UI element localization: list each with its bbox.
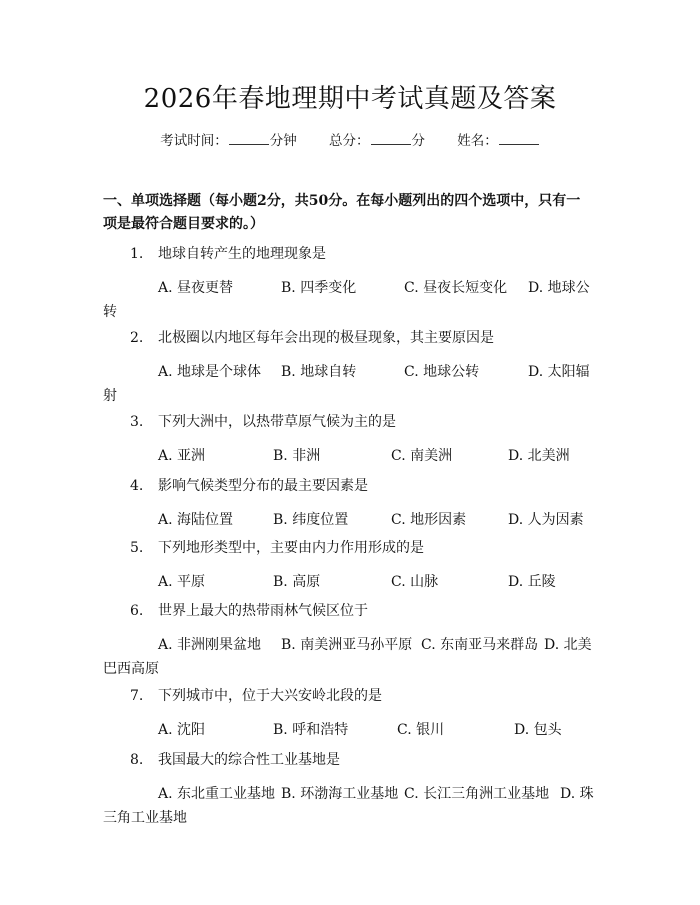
question-text: 北极圈以内地区每年会出现的极昼现象，其主要原因是	[158, 330, 494, 346]
score-field	[329, 131, 425, 151]
option-c[interactable]: C. 南美洲	[391, 448, 453, 464]
option-a[interactable]: A. 平原	[158, 574, 206, 590]
option-d[interactable]: D. 北美	[544, 637, 592, 653]
question-text: 影响气候类型分布的最主要因素是	[158, 478, 368, 494]
question-stem	[130, 538, 424, 558]
option-d[interactable]: D. 太阳辐	[528, 364, 590, 380]
option-wrap-text: 巴西高原	[103, 661, 159, 677]
option-a[interactable]: A. 昼夜更替	[158, 280, 234, 296]
name-label: 姓名：	[457, 133, 498, 149]
question-number: 4.	[130, 478, 144, 494]
option-group	[103, 633, 597, 677]
question-number: 6.	[130, 603, 144, 619]
option-group	[103, 360, 597, 404]
question-stem	[130, 328, 494, 348]
score-blank[interactable]	[371, 132, 411, 145]
option-b[interactable]: B. 纬度位置	[273, 512, 349, 528]
option-d[interactable]: D. 北美洲	[508, 448, 570, 464]
option-b[interactable]: B. 呼和浩特	[273, 722, 349, 738]
option-d[interactable]: D. 包头	[514, 722, 562, 738]
section-heading: 一、单项选择题（每小题2分，共50分。在每小题列出的四个选项中，只有一项是最符合题目要求的。）	[103, 193, 581, 232]
option-c[interactable]: C. 山脉	[391, 574, 439, 590]
option-b[interactable]: B. 非洲	[273, 448, 321, 464]
name-blank[interactable]	[499, 132, 539, 145]
option-wrap-text: 三角工业基地	[103, 810, 187, 826]
question-text: 世界上最大的热带雨林气候区位于	[158, 603, 368, 619]
question-number: 1.	[130, 246, 144, 262]
option-a[interactable]: A. 东北重工业基地	[158, 786, 276, 802]
option-a[interactable]: A. 非洲刚果盆地	[158, 637, 262, 653]
time-label: 考试时间：	[160, 133, 228, 149]
option-b[interactable]: B. 高原	[273, 574, 321, 590]
exam-title: 2026年春地理期中考试真题及答案	[143, 84, 557, 114]
option-c[interactable]: C. 地球公转	[404, 364, 480, 380]
question-number: 3.	[130, 414, 144, 430]
option-a[interactable]: A. 沈阳	[158, 722, 206, 738]
time-blank[interactable]	[229, 132, 269, 145]
option-c[interactable]: C. 地形因素	[391, 512, 467, 528]
option-a[interactable]: A. 海陆位置	[158, 512, 234, 528]
question-number: 7.	[130, 688, 144, 704]
score-unit: 分	[411, 133, 425, 149]
option-a[interactable]: A. 地球是个球体	[158, 364, 262, 380]
question-text: 下列城市中，位于大兴安岭北段的是	[158, 688, 382, 704]
option-b[interactable]: B. 南美洲亚马孙平原	[281, 637, 413, 653]
option-b[interactable]: B. 四季变化	[281, 280, 357, 296]
score-label: 总分：	[329, 133, 370, 149]
name-field	[457, 131, 540, 151]
question-stem	[130, 476, 368, 496]
question-stem	[130, 750, 340, 770]
time-unit: 分钟	[269, 133, 297, 149]
option-wrap-text: 转	[103, 304, 117, 320]
question-text: 我国最大的综合性工业基地是	[158, 752, 340, 768]
option-d[interactable]: D. 地球公	[528, 280, 590, 296]
option-a[interactable]: A. 亚洲	[158, 448, 206, 464]
option-group	[103, 570, 597, 594]
question-stem	[130, 686, 382, 706]
question-stem	[130, 412, 396, 432]
question-stem	[130, 244, 326, 264]
question-number: 5.	[130, 540, 144, 556]
question-stem	[130, 601, 368, 621]
question-text: 下列大洲中，以热带草原气候为主的是	[158, 414, 396, 430]
option-d[interactable]: D. 丘陵	[508, 574, 556, 590]
option-group	[103, 276, 597, 320]
option-d[interactable]: D. 珠	[560, 786, 594, 802]
option-c[interactable]: C. 银川	[397, 722, 445, 738]
option-c[interactable]: C. 长江三角洲工业基地	[404, 786, 550, 802]
option-b[interactable]: B. 地球自转	[281, 364, 357, 380]
option-wrap-text: 射	[103, 388, 117, 404]
option-b[interactable]: B. 环渤海工业基地	[281, 786, 399, 802]
option-group	[103, 444, 597, 468]
question-number: 2.	[130, 330, 144, 346]
time-field	[160, 131, 297, 151]
question-text: 下列地形类型中，主要由内力作用形成的是	[158, 540, 424, 556]
question-text: 地球自转产生的地理现象是	[158, 246, 326, 262]
option-d[interactable]: D. 人为因素	[508, 512, 584, 528]
exam-meta	[0, 131, 700, 151]
question-number: 8.	[130, 752, 144, 768]
option-group	[103, 718, 597, 742]
option-c[interactable]: C. 昼夜长短变化	[404, 280, 508, 296]
option-group	[103, 782, 597, 826]
option-c[interactable]: C. 东南亚马来群岛	[421, 637, 539, 653]
option-group	[103, 508, 597, 532]
